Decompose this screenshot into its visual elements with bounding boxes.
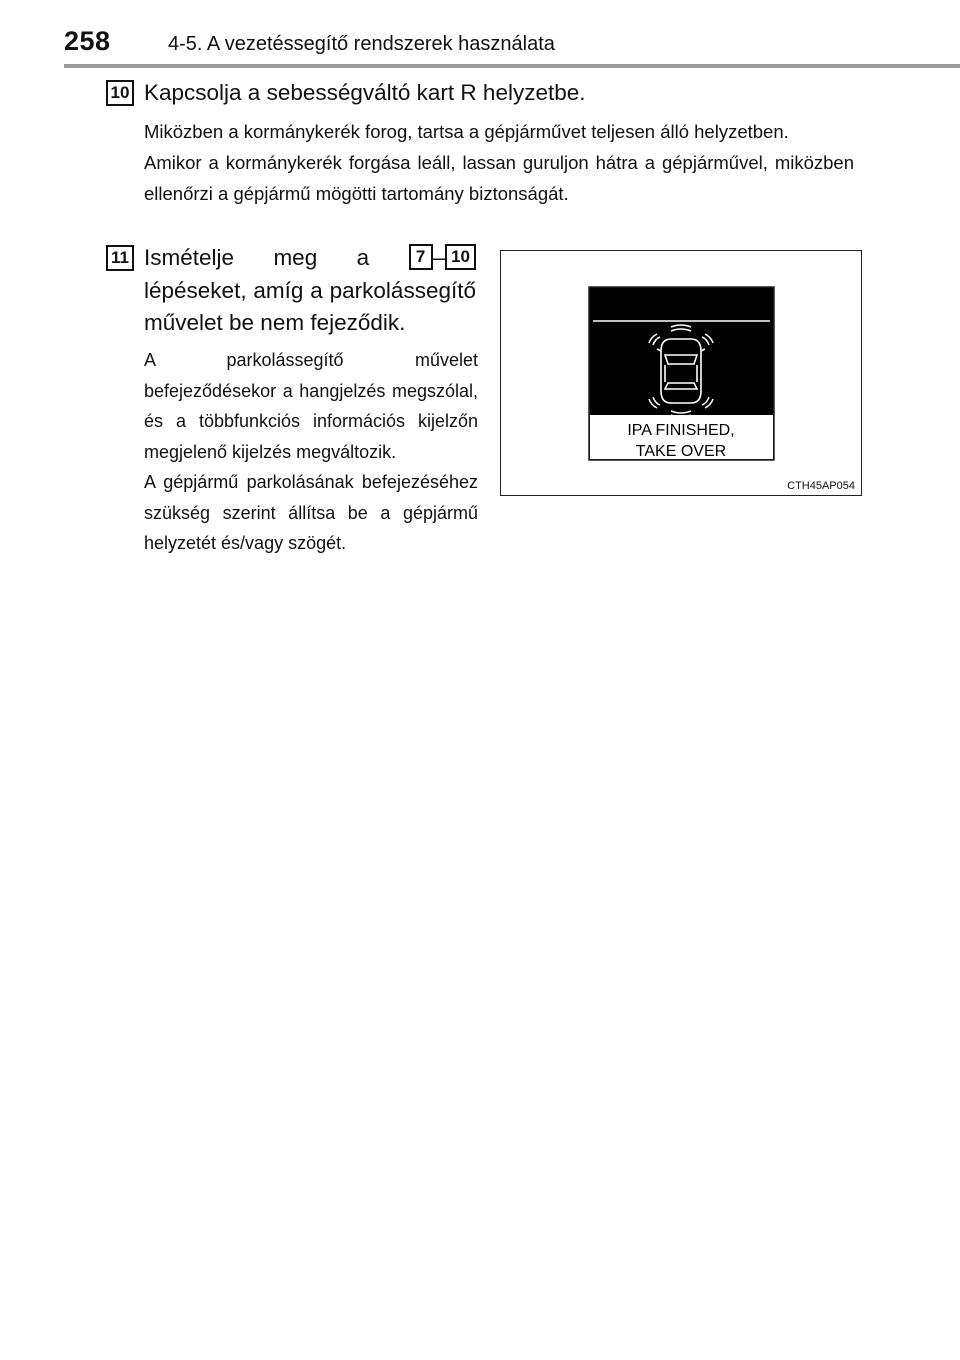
display-illustration <box>501 251 860 494</box>
step-title-11 <box>144 242 476 340</box>
step-10-paragraph: Miközben a kormánykerék forog, tartsa a gépjárművet teljesen álló helyzetben. <box>144 121 789 142</box>
step-title-prefix: Ismételje meg a <box>144 245 370 270</box>
step-11-paragraph: A gépjármű parkolásának befejezéséhez szükség szerint állítsa be a gépjármű helyzetét és/vagy szögét. <box>144 472 478 553</box>
step-10-paragraph: Amikor a kormánykerék forgása leáll, lassan guruljon hátra a gépjárművel, miközben ellenőrzi a gépjármű mögötti tartomány biztonságát. <box>144 152 854 204</box>
step-number-10: 10 <box>106 80 134 106</box>
header-rule <box>64 64 960 68</box>
step-title-suffix: lépéseket, amíg a parkolássegítő művelet be nem fejeződik. <box>144 277 476 335</box>
step-ref-dash: – <box>432 245 446 270</box>
page-number: 258 <box>64 26 111 56</box>
page-header <box>64 24 960 68</box>
step-title-10: Kapcsolja a sebességváltó kart R helyzetbe. <box>144 80 586 105</box>
step-body-10 <box>144 116 854 209</box>
display-message-line-1: IPA FINISHED, <box>627 422 735 439</box>
step-ref-10: 10 <box>445 244 476 270</box>
figure-multi-info-display <box>500 250 862 496</box>
figure-code: CTH45AP054 <box>787 480 855 492</box>
step-number-11: 11 <box>106 245 134 271</box>
step-ref-7: 7 <box>409 244 433 270</box>
chapter-title: 4-5. A vezetéssegítő rendszerek használata <box>168 33 555 55</box>
step-body-11 <box>144 345 478 559</box>
display-message-line-2: TAKE OVER <box>635 443 727 460</box>
step-11-paragraph: A parkolássegítő művelet befejeződésekor a hangjelzés megszólal, és a többfunkciós információs kijelzőn megjelenő kijelzés megváltozik. <box>144 350 478 462</box>
